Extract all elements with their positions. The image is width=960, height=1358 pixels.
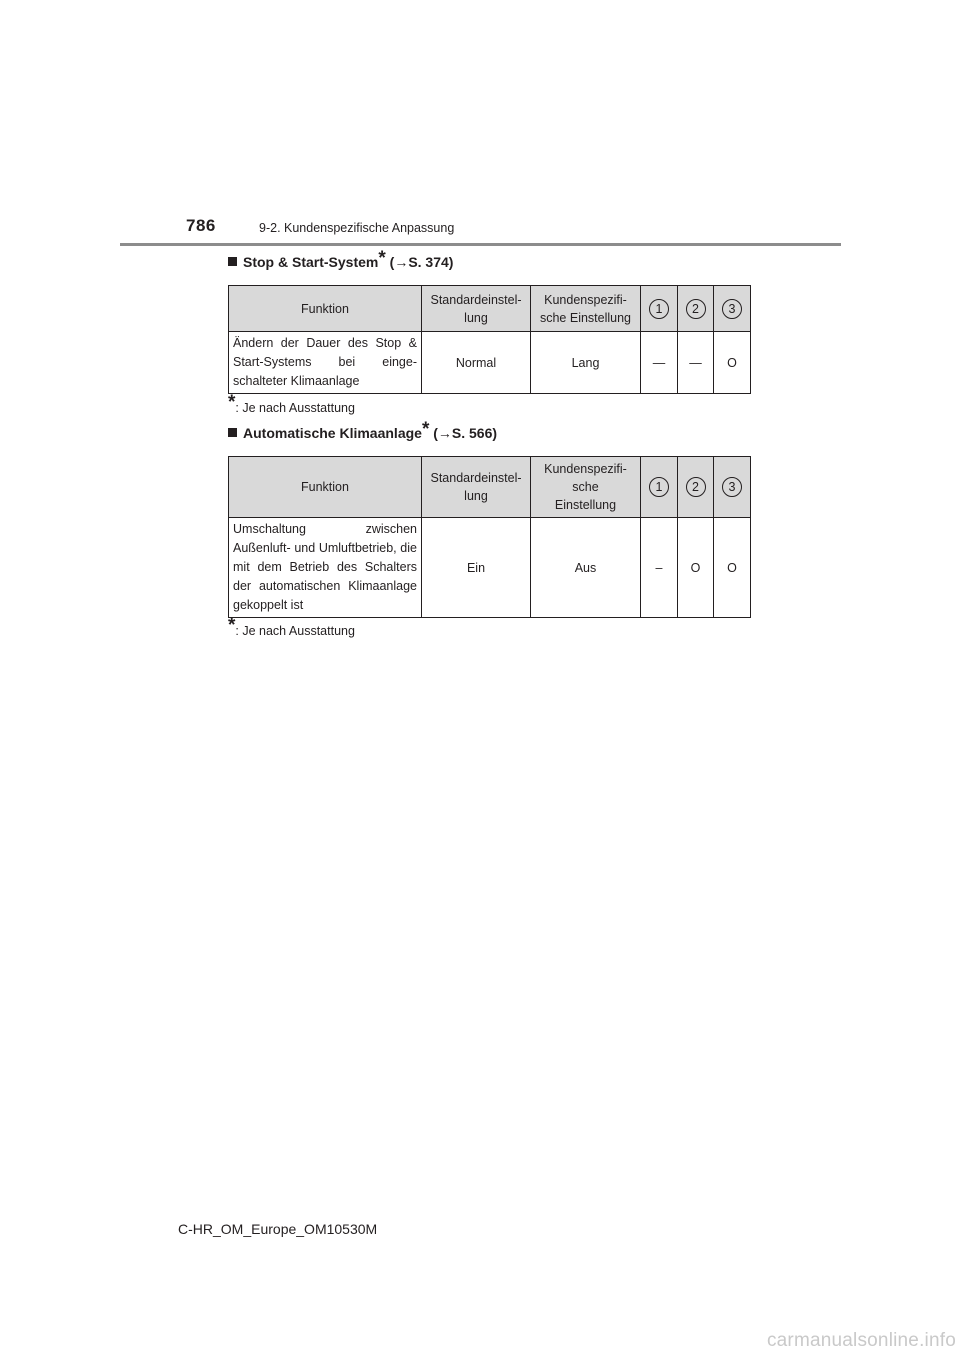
default-cell: Ein <box>422 518 531 618</box>
footnote <box>228 615 355 638</box>
col-header-3 <box>714 286 751 332</box>
option-3-cell: O <box>714 518 751 618</box>
option-1-cell: — <box>641 332 678 394</box>
option-1-cell: – <box>641 518 678 618</box>
col-header-1 <box>641 286 678 332</box>
asterisk-icon: * <box>228 392 236 413</box>
circled-number-1-icon: 1 <box>649 477 669 497</box>
table-row <box>229 332 751 394</box>
customization-table-stop-start <box>228 285 751 394</box>
function-cell: Umschaltung zwischen Außenluft- und Umluftbetrieb, die mit dem Betrieb des Schalters der automatischen Klimaanlage gekoppelt ist <box>229 518 422 618</box>
circled-number-1-icon: 1 <box>649 299 669 319</box>
custom-cell: Lang <box>531 332 641 394</box>
col-header-custom: Kundenspezifi- sche Einstellung <box>531 457 641 518</box>
asterisk-icon: * <box>378 248 386 269</box>
col-header-default: Standardeinstel- lung <box>422 457 531 518</box>
col-header-2 <box>678 457 714 518</box>
footnote-text: : Je nach Ausstattung <box>235 401 355 415</box>
chapter-title: 9-2. Kundenspezifische Anpassung <box>259 221 455 235</box>
section-heading-climate <box>228 419 498 441</box>
section-title: Stop & Start-System <box>243 254 379 270</box>
col-header-custom: Kundenspezifi- sche Einstellung <box>531 286 641 332</box>
section-title: Automatische Klimaanlage <box>243 425 422 441</box>
circled-number-2-icon: 2 <box>686 299 706 319</box>
circled-number-2-icon: 2 <box>686 477 706 497</box>
footnote <box>228 392 355 415</box>
table-header-row <box>229 286 751 332</box>
col-header-2 <box>678 286 714 332</box>
col-header-3 <box>714 457 751 518</box>
default-cell: Normal <box>422 332 531 394</box>
section-heading-stop-start <box>228 248 454 270</box>
table-row <box>229 518 751 618</box>
col-header-default: Standardeinstel- lung <box>422 286 531 332</box>
col-header-function: Funktion <box>229 457 422 518</box>
circled-number-3-icon: 3 <box>722 299 742 319</box>
document-id: C-HR_OM_Europe_OM10530M <box>178 1221 378 1237</box>
section-page-ref: (→S. 374) <box>389 254 454 270</box>
col-header-1 <box>641 457 678 518</box>
page-number: 786 <box>186 216 216 235</box>
circled-number-3-icon: 3 <box>722 477 742 497</box>
square-bullet-icon <box>228 257 237 266</box>
col-header-function: Funktion <box>229 286 422 332</box>
option-2-cell: O <box>678 518 714 618</box>
footnote-text: : Je nach Ausstattung <box>235 624 355 638</box>
section-page-ref: (→S. 566) <box>433 425 498 441</box>
option-3-cell: O <box>714 332 751 394</box>
option-2-cell: — <box>678 332 714 394</box>
custom-cell: Aus <box>531 518 641 618</box>
function-cell: Ändern der Dauer des Stop & Start-Systems bei einge-schalteter Klimaanlage <box>229 332 422 394</box>
customization-table-climate <box>228 456 751 618</box>
table-header-row <box>229 457 751 518</box>
asterisk-icon: * <box>421 419 430 440</box>
square-bullet-icon <box>228 428 237 437</box>
watermark: carmanualsonline.info <box>766 1330 956 1351</box>
asterisk-icon: * <box>228 615 236 636</box>
header-divider <box>120 243 841 246</box>
